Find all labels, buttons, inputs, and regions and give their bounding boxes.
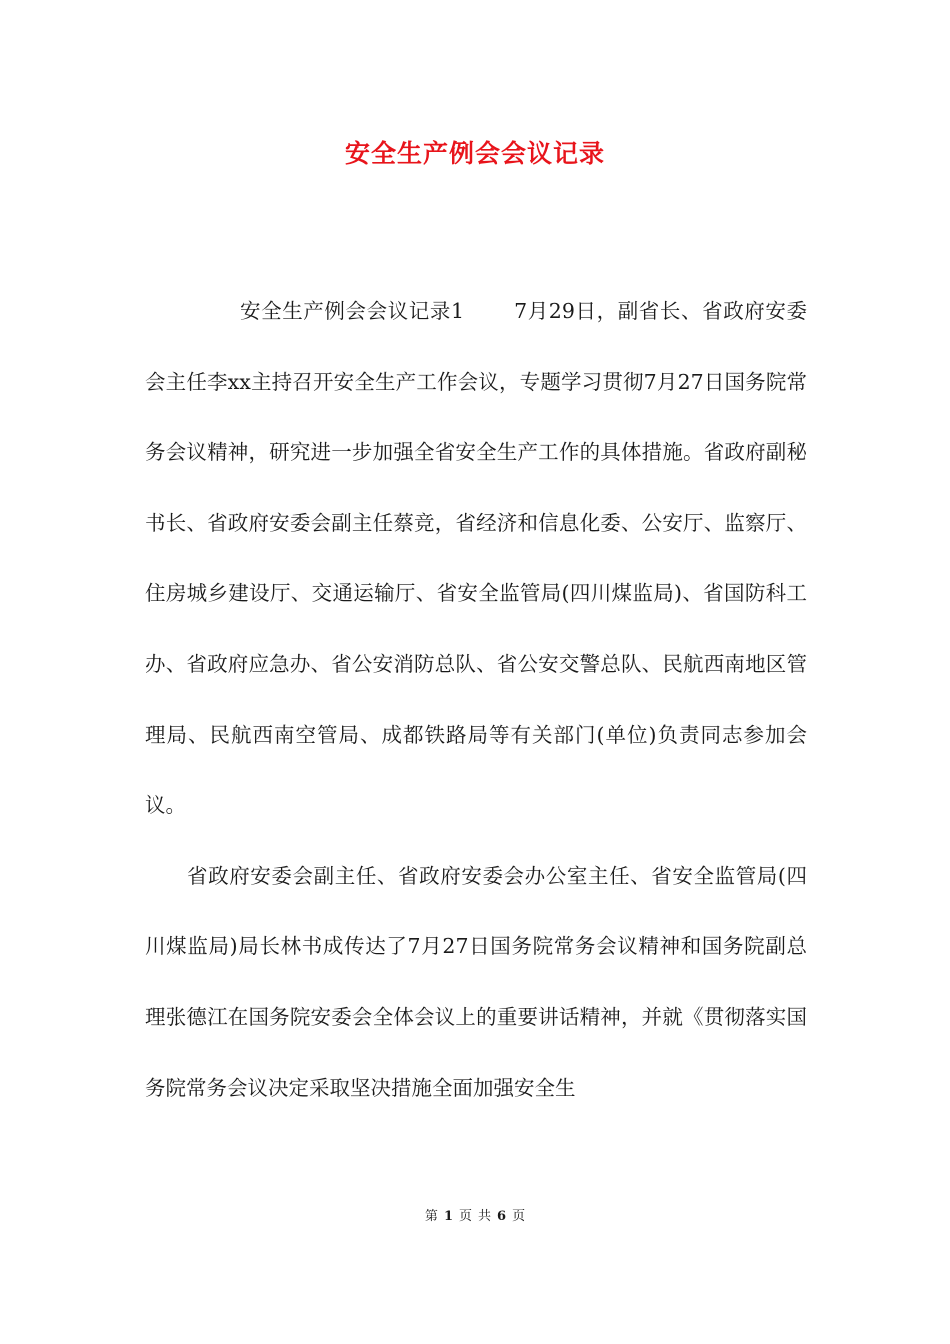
paragraph-2-text: 省政府安委会副主任、省政府安委会办公室主任、省安全监管局(四川煤监局)局长林书成传达了7月27日国务院常务会议精神和国务院副总理张德江在国务院安委会全体会议上的重要讲话精神，并就《贯彻落实国务院常务会议决定采取坚决措施全面加强安全生	[145, 863, 807, 1100]
footer-page-word: 页	[458, 1209, 472, 1224]
footer-prefix: 第	[424, 1209, 438, 1224]
footer-suffix: 页	[512, 1209, 526, 1224]
document-title: 安全生产例会会议记录	[344, 139, 605, 168]
page-footer	[0, 1207, 950, 1227]
footer-total-prefix: 共	[478, 1209, 492, 1224]
paragraph-1-text: 7月29日，副省长、省政府安委会主任李xx主持召开安全生产工作会议，专题学习贯彻7月27日国务院常务会议精神，研究进一步加强全省安全生产工作的具体措施。省政府副秘书长、省政府安委会副主任蔡竞，省经济和信息化委、公安厅、监察厅、住房城乡建设厅、交通运输厅、省安全监管局(四川煤监局)、省国防科工办、省政府应急办、省公安消防总队、省公安交警总队、民航西南地区管理局、民航西南空管局、成都铁路局等有关部门(单位)负责同志参加会议。	[145, 299, 807, 818]
footer-total-pages: 6	[497, 1209, 507, 1224]
paragraph-2	[145, 841, 807, 1123]
document-body	[145, 276, 807, 1123]
footer-current-page: 1	[443, 1209, 453, 1224]
paragraph-1	[145, 276, 807, 841]
paragraph-1-heading: 安全生产例会会议记录1	[240, 299, 465, 323]
